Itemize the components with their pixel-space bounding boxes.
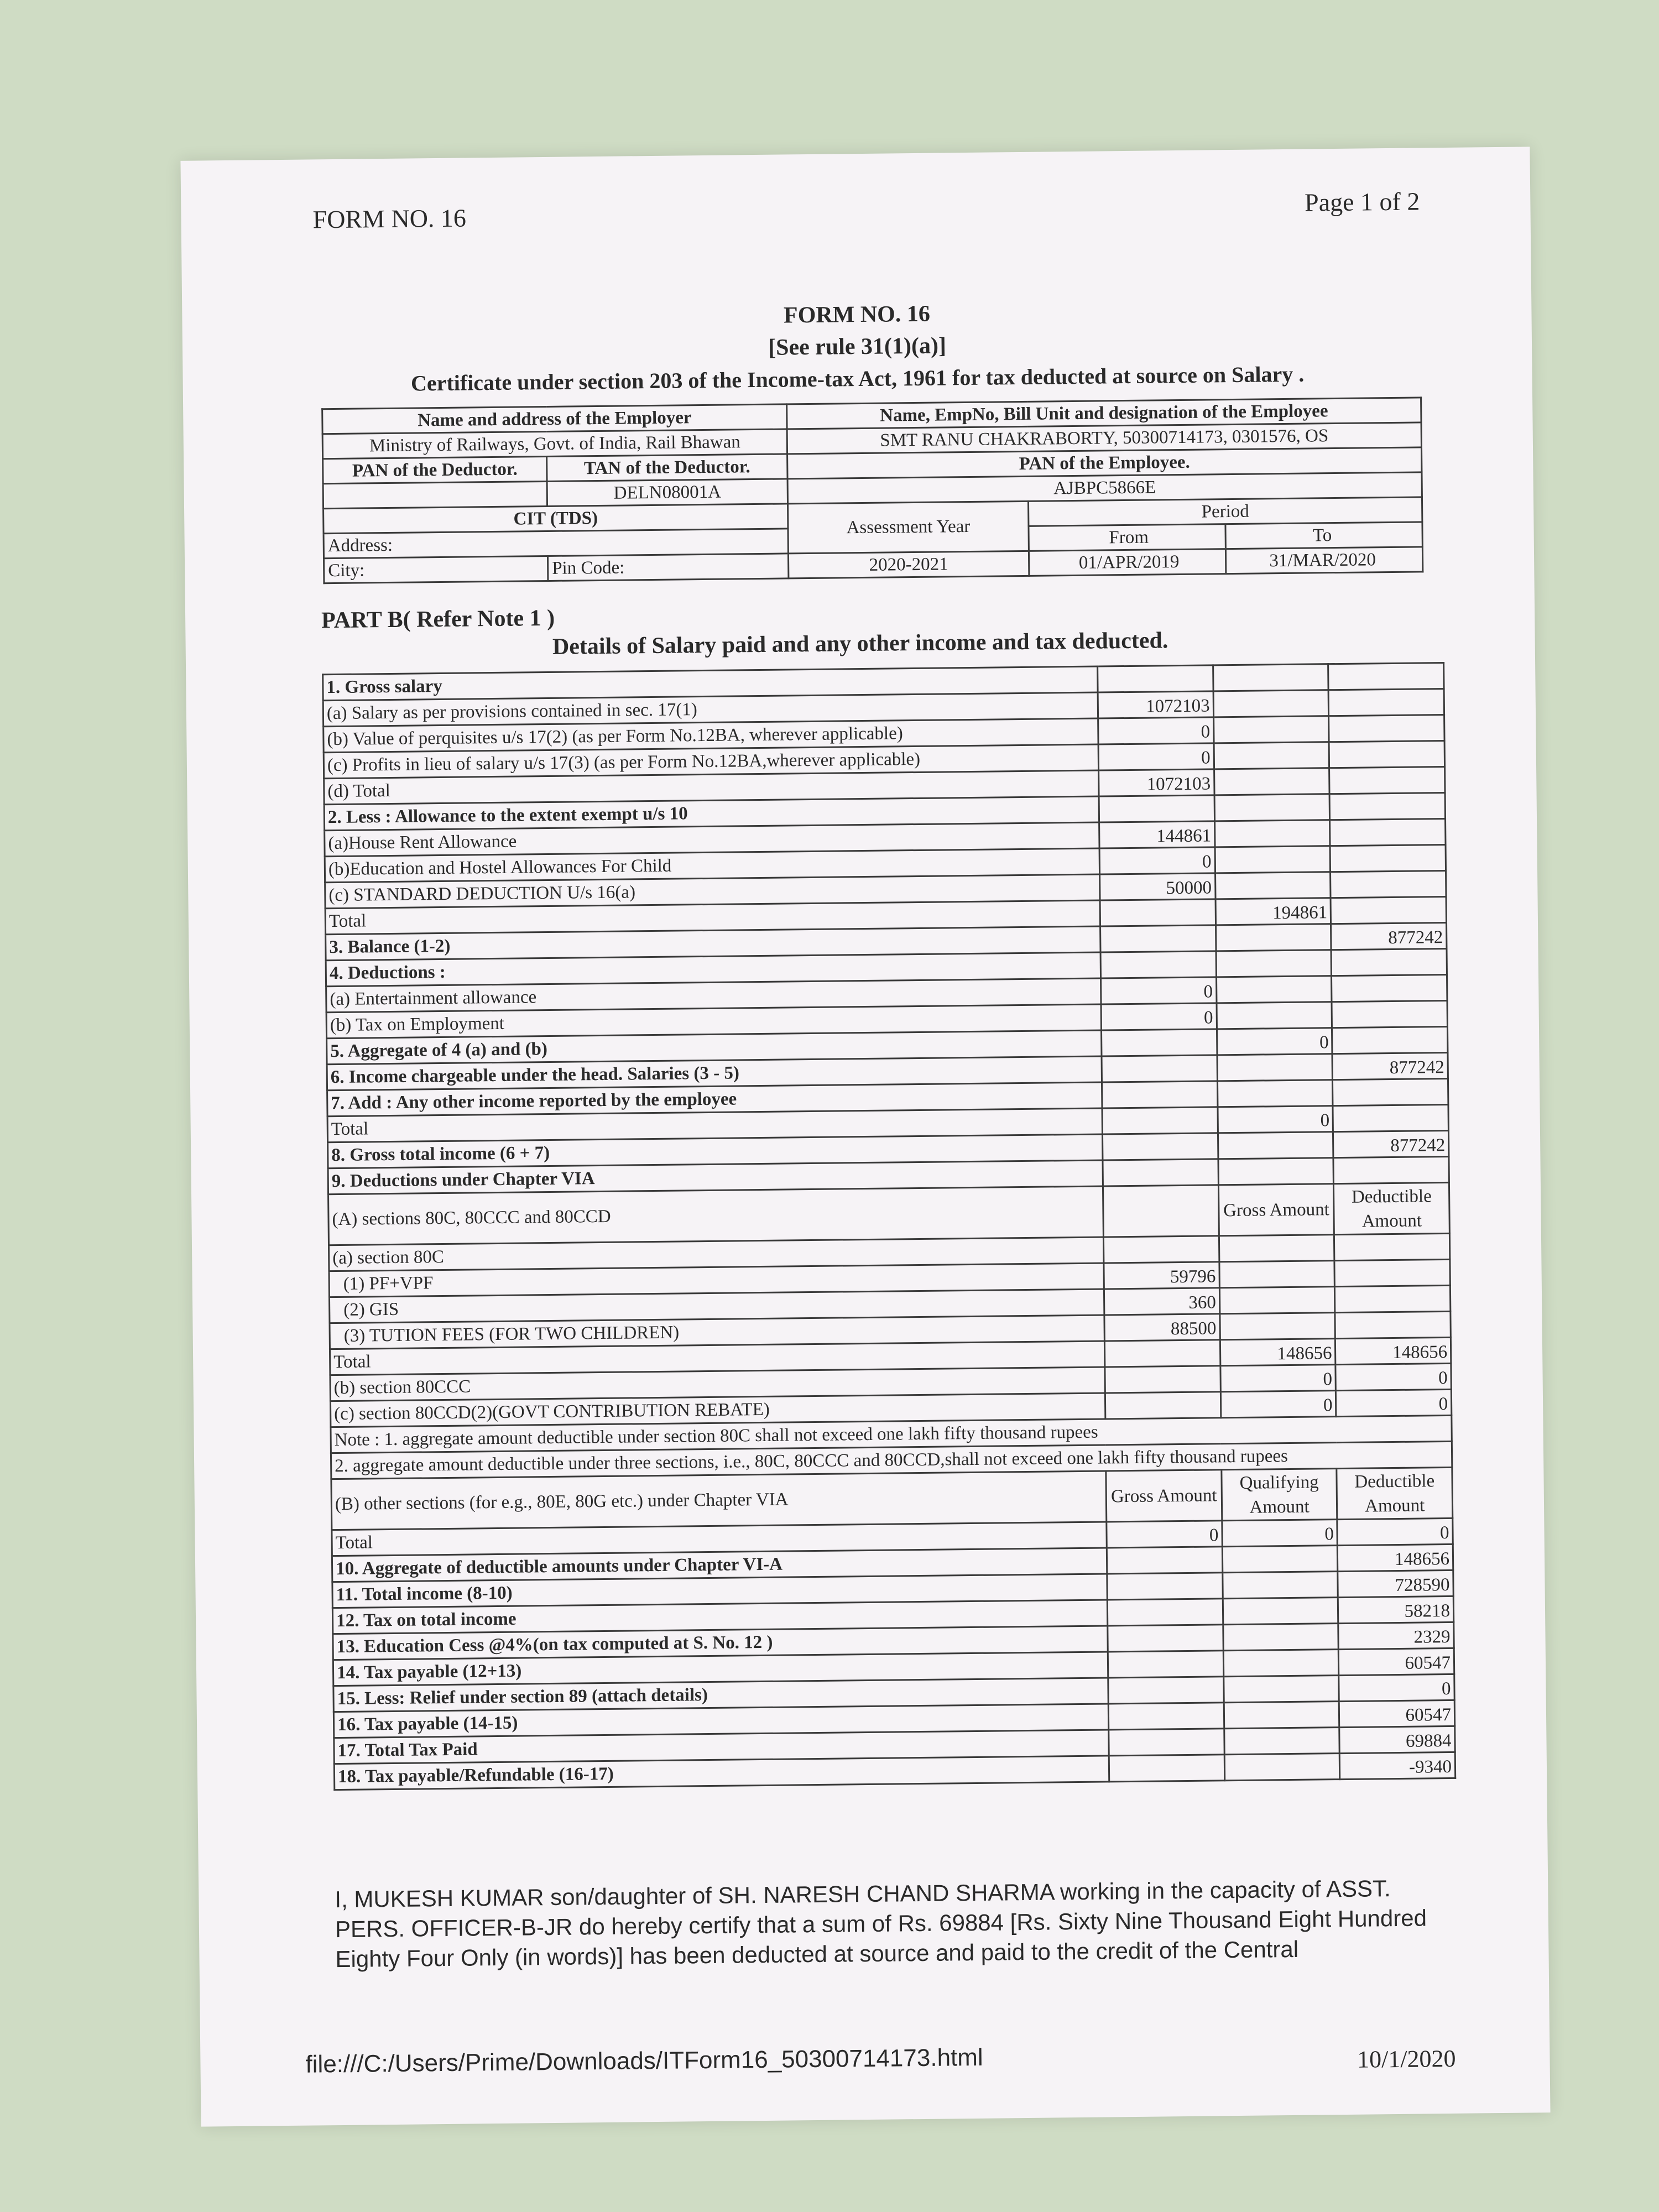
col-a: 50000 xyxy=(1100,873,1215,900)
col-a xyxy=(1105,1366,1220,1393)
col-a xyxy=(1100,925,1216,952)
col-c xyxy=(1331,870,1446,898)
col-a xyxy=(1102,1029,1217,1056)
deductible-amount-header: Deductible Amount xyxy=(1337,1467,1453,1519)
col-c xyxy=(1329,740,1444,768)
certificate-title: Certificate under section 203 of the Income-tax Act, 1961 for tax deducted at source on Salary . xyxy=(410,361,1305,396)
col-c: 0 xyxy=(1335,1363,1451,1390)
col-c xyxy=(1334,1259,1450,1286)
col-a xyxy=(1105,1340,1220,1367)
col-c xyxy=(1330,818,1446,846)
col-a xyxy=(1102,1107,1218,1134)
row-desc: Total xyxy=(325,900,1100,935)
col-a xyxy=(1107,1547,1222,1574)
col-b xyxy=(1219,1235,1334,1262)
pan-employee-value: AJBPC5866E xyxy=(787,472,1422,504)
col-c xyxy=(1333,1104,1448,1131)
col-b: 0 xyxy=(1222,1520,1338,1547)
employer-name: Ministry of Railways, Govt. of India, Rail Bhawan xyxy=(322,429,787,459)
pan-deductor-value xyxy=(323,481,547,508)
row-desc: 5. Aggregate of 4 (a) and (b) xyxy=(327,1030,1102,1065)
note-1: Note : 1. aggregate amount deductible under section 80C shall not exceed one lakh fifty thousand rupees xyxy=(331,1415,1452,1453)
assessment-year-header: Assessment Year xyxy=(788,501,1029,554)
header-form-no: FORM NO. 16 xyxy=(312,204,467,234)
pan-deductor-header: PAN of the Deductor. xyxy=(323,456,547,483)
row-desc: (b) Tax on Employment xyxy=(326,1004,1102,1039)
row-desc: Total xyxy=(327,1108,1103,1142)
row-desc: (a) section 80C xyxy=(329,1237,1104,1271)
to-value: 31/MAR/2020 xyxy=(1225,547,1418,573)
row-desc: (c) STANDARD DEDUCTION U/s 16(a) xyxy=(325,874,1100,909)
row-desc: 17. Total Tax Paid xyxy=(334,1730,1109,1764)
cit-header: CIT (TDS) xyxy=(324,504,788,534)
col-c: 58218 xyxy=(1338,1596,1454,1623)
col-a xyxy=(1098,665,1213,692)
row-desc: 3. Balance (1-2) xyxy=(326,926,1101,961)
col-b xyxy=(1214,794,1330,821)
col-b xyxy=(1218,1132,1333,1159)
col-c xyxy=(1333,1078,1448,1105)
col-c xyxy=(1330,844,1446,872)
col-a xyxy=(1107,1573,1223,1600)
col-b xyxy=(1223,1598,1338,1625)
row-desc: 18. Tax payable/Refundable (16-17) xyxy=(334,1756,1109,1790)
col-c: 877242 xyxy=(1333,1130,1449,1157)
col-b xyxy=(1216,976,1332,1003)
row-desc: (3) TUTION FEES (FOR TWO CHILDREN) xyxy=(330,1315,1105,1349)
to-header: To xyxy=(1225,523,1418,548)
col-a: 88500 xyxy=(1104,1314,1220,1341)
row-desc: (A) sections 80C, 80CCC and 80CCD xyxy=(328,1186,1104,1245)
row-desc: (c) section 80CCD(2)(GOVT CONTRIBUTION REBATE) xyxy=(330,1393,1105,1427)
employer-employee-table xyxy=(321,397,1423,584)
col-c: 148656 xyxy=(1335,1337,1451,1364)
col-a xyxy=(1100,899,1215,926)
col-a: 360 xyxy=(1104,1288,1220,1315)
gross-amount-header: Gross Amount xyxy=(1218,1184,1334,1236)
col-b: 0 xyxy=(1220,1391,1336,1418)
col-c xyxy=(1332,1026,1448,1053)
col-a xyxy=(1108,1677,1224,1704)
city-label: City: xyxy=(324,556,547,583)
row-desc: (a) Salary as per provisions contained in sec. 17(1) xyxy=(323,692,1098,727)
col-b: 148656 xyxy=(1220,1339,1335,1366)
col-b xyxy=(1224,1728,1339,1755)
row-desc: 6. Income chargeable under the head. Salaries (3 - 5) xyxy=(327,1056,1102,1091)
row-desc: (B) other sections (for e.g., 80E, 80G etc.) under Chapter VIA xyxy=(331,1471,1107,1530)
period-header: Period xyxy=(1028,497,1422,526)
col-c xyxy=(1334,1233,1450,1260)
col-b xyxy=(1217,1054,1333,1081)
col-c: 0 xyxy=(1336,1389,1452,1416)
pan-employee-header: PAN of the Employee. xyxy=(787,447,1422,479)
row-desc: 8. Gross total income (6 + 7) xyxy=(328,1134,1103,1168)
col-a xyxy=(1109,1729,1224,1756)
part-b-heading: PART B( Refer Note 1 ) xyxy=(321,605,555,634)
col-b: 0 xyxy=(1217,1028,1332,1055)
row-desc: (b)Education and Hostel Allowances For Child xyxy=(325,848,1100,883)
col-b xyxy=(1219,1261,1335,1288)
col-c xyxy=(1333,1156,1449,1183)
col-b xyxy=(1217,1002,1332,1029)
col-a xyxy=(1100,951,1216,978)
col-b xyxy=(1215,924,1331,951)
col-c xyxy=(1329,714,1444,742)
employee-name: SMT RANU CHAKRABORTY, 50300714173, 0301576, OS xyxy=(787,422,1421,454)
deductible-amount-header: Deductible Amount xyxy=(1334,1182,1450,1234)
assessment-year-value: 2020-2021 xyxy=(788,551,1029,578)
col-a: 1072103 xyxy=(1099,769,1214,796)
details-heading: Details of Salary paid and any other income and tax deducted. xyxy=(552,628,1168,660)
col-b xyxy=(1216,950,1332,977)
col-c: 60547 xyxy=(1339,1648,1454,1675)
row-desc: 10. Aggregate of deductible amounts under Chapter VI-A xyxy=(332,1548,1107,1582)
col-a: 0 xyxy=(1101,1003,1217,1030)
col-a: 144861 xyxy=(1099,821,1215,848)
certification-text: I, MUKESH KUMAR son/daughter of SH. NARESH CHAND SHARMA working in the capacity of ASST. PERS. OFFICER-B-JR do hereby certify that a sum of Rs. 69884 [Rs. Sixty Nine Thousand Eight Hundred Eighty Four Only (in words)] has been deducted at source and paid to the credit of the Central xyxy=(335,1875,1427,1973)
col-b xyxy=(1218,1158,1334,1185)
row-desc: Total xyxy=(330,1341,1105,1375)
col-c xyxy=(1332,1000,1447,1027)
col-b xyxy=(1213,716,1329,743)
row-desc: 9. Deductions under Chapter VIA xyxy=(328,1160,1103,1194)
col-b xyxy=(1213,664,1328,691)
col-c: 69884 xyxy=(1339,1726,1455,1753)
col-b xyxy=(1222,1546,1338,1573)
col-a xyxy=(1103,1159,1218,1186)
col-a: 1072103 xyxy=(1098,691,1213,718)
tan-deductor-value: DELN08001A xyxy=(547,479,787,507)
col-a xyxy=(1105,1392,1221,1419)
row-desc: 13. Education Cess @4%(on tax computed at S. No. 12 ) xyxy=(333,1626,1108,1660)
row-desc: 2. Less : Allowance to the extent exempt u/s 10 xyxy=(324,796,1099,831)
col-c xyxy=(1328,663,1444,690)
salary-details-table xyxy=(322,662,1456,1791)
col-c: -9340 xyxy=(1340,1752,1455,1779)
col-a xyxy=(1109,1755,1224,1782)
row-desc: Total xyxy=(332,1522,1107,1556)
col-a xyxy=(1103,1185,1219,1237)
col-a xyxy=(1107,1599,1223,1626)
col-c xyxy=(1332,974,1447,1001)
col-b xyxy=(1223,1624,1339,1651)
row-desc: 12. Tax on total income xyxy=(332,1600,1108,1634)
form-page xyxy=(180,147,1550,2126)
col-c: 148656 xyxy=(1338,1544,1453,1571)
col-b xyxy=(1215,872,1331,899)
col-b xyxy=(1224,1702,1339,1729)
col-c: 0 xyxy=(1337,1518,1453,1545)
col-b: 0 xyxy=(1218,1106,1333,1133)
col-b xyxy=(1215,846,1331,873)
employee-header: Name, EmpNo, Bill Unit and designation of the Employee xyxy=(787,398,1421,429)
col-b xyxy=(1220,1313,1335,1340)
col-a xyxy=(1102,1081,1218,1108)
row-desc: 4. Deductions : xyxy=(326,952,1101,987)
col-c xyxy=(1328,689,1444,716)
col-a xyxy=(1102,1055,1217,1082)
col-c: 877242 xyxy=(1331,922,1447,950)
col-b xyxy=(1213,690,1329,717)
footer-file-path: file:///C:/Users/Prime/Downloads/ITForm16_50300714173.html xyxy=(305,2043,983,2078)
col-c xyxy=(1331,896,1446,924)
employer-header: Name and address of the Employer xyxy=(322,404,787,434)
row-desc: 1. Gross salary xyxy=(323,666,1098,701)
row-desc: (1) PF+VPF xyxy=(329,1263,1104,1297)
col-c: 2329 xyxy=(1338,1622,1454,1649)
col-b xyxy=(1223,1650,1339,1677)
col-b xyxy=(1224,1676,1339,1703)
col-b xyxy=(1223,1572,1338,1599)
gross-amount-header: Gross Amount xyxy=(1106,1470,1222,1522)
row-desc: 11. Total income (8-10) xyxy=(332,1574,1108,1608)
form-title-block xyxy=(182,291,1532,402)
row-desc: (b) Value of perquisites u/s 17(2) (as per Form No.12BA, wherever applicable) xyxy=(324,718,1099,753)
col-a: 0 xyxy=(1107,1521,1222,1548)
col-a: 0 xyxy=(1099,847,1215,874)
col-b xyxy=(1214,820,1330,847)
tan-deductor-header: TAN of the Deductor. xyxy=(547,454,787,482)
col-a xyxy=(1108,1651,1223,1678)
qualifying-amount-header: Qualifying Amount xyxy=(1222,1469,1338,1521)
row-desc: (b) section 80CCC xyxy=(330,1367,1105,1401)
col-a xyxy=(1108,1625,1223,1652)
period-values xyxy=(1029,547,1422,576)
form-title: FORM NO. 16 xyxy=(783,301,931,328)
col-c xyxy=(1331,948,1447,975)
footer-date: 10/1/2020 xyxy=(1357,2044,1456,2073)
row-desc: 15. Less: Relief under section 89 (attach details) xyxy=(333,1678,1109,1712)
col-a: 59796 xyxy=(1104,1262,1219,1289)
from-header: From xyxy=(1109,527,1149,547)
col-c xyxy=(1335,1311,1451,1338)
row-desc: (a)House Rent Allowance xyxy=(325,822,1100,857)
address-label: Address: xyxy=(324,529,788,559)
col-c xyxy=(1329,792,1445,820)
col-a: 0 xyxy=(1098,717,1214,744)
col-a: 0 xyxy=(1101,977,1217,1004)
col-b: 0 xyxy=(1220,1365,1336,1392)
col-b xyxy=(1219,1287,1335,1314)
from-value: 01/APR/2019 xyxy=(1078,551,1180,573)
row-desc: (c) Profits in lieu of salary u/s 17(3) (as per Form No.12BA,wherever applicable) xyxy=(324,744,1099,779)
page-number: Page 1 of 2 xyxy=(1304,187,1420,217)
form-rule: [See rule 31(1)(a)] xyxy=(768,333,947,361)
col-b xyxy=(1217,1080,1333,1107)
pin-label: Pin Code: xyxy=(547,554,788,581)
col-b: 194861 xyxy=(1215,898,1331,925)
row-desc: 7. Add : Any other income reported by the employee xyxy=(327,1082,1103,1117)
col-a xyxy=(1104,1236,1219,1263)
col-b xyxy=(1214,742,1329,769)
note-2: 2. aggregate amount deductible under three sections, i.e., 80C, 80CCC and 80CCD,shall not exceed one lakh fifty thousand rupees xyxy=(331,1441,1452,1479)
col-a: 0 xyxy=(1098,743,1214,770)
col-a xyxy=(1108,1703,1224,1730)
col-a xyxy=(1103,1133,1218,1160)
row-desc: 14. Tax payable (12+13) xyxy=(333,1652,1108,1686)
period-subheader xyxy=(1029,522,1422,551)
col-c: 60547 xyxy=(1339,1700,1455,1727)
col-c: 728590 xyxy=(1338,1570,1453,1597)
col-c: 877242 xyxy=(1332,1052,1448,1079)
col-b xyxy=(1224,1754,1340,1781)
col-c xyxy=(1329,766,1445,794)
col-c: 0 xyxy=(1339,1674,1454,1701)
col-b xyxy=(1214,768,1329,795)
row-desc: (a) Entertainment allowance xyxy=(326,978,1102,1013)
row-desc: (d) Total xyxy=(324,770,1099,805)
row-desc: 16. Tax payable (14-15) xyxy=(333,1704,1109,1738)
col-a xyxy=(1099,795,1214,822)
row-desc: (2) GIS xyxy=(329,1289,1104,1323)
col-c xyxy=(1335,1285,1451,1312)
